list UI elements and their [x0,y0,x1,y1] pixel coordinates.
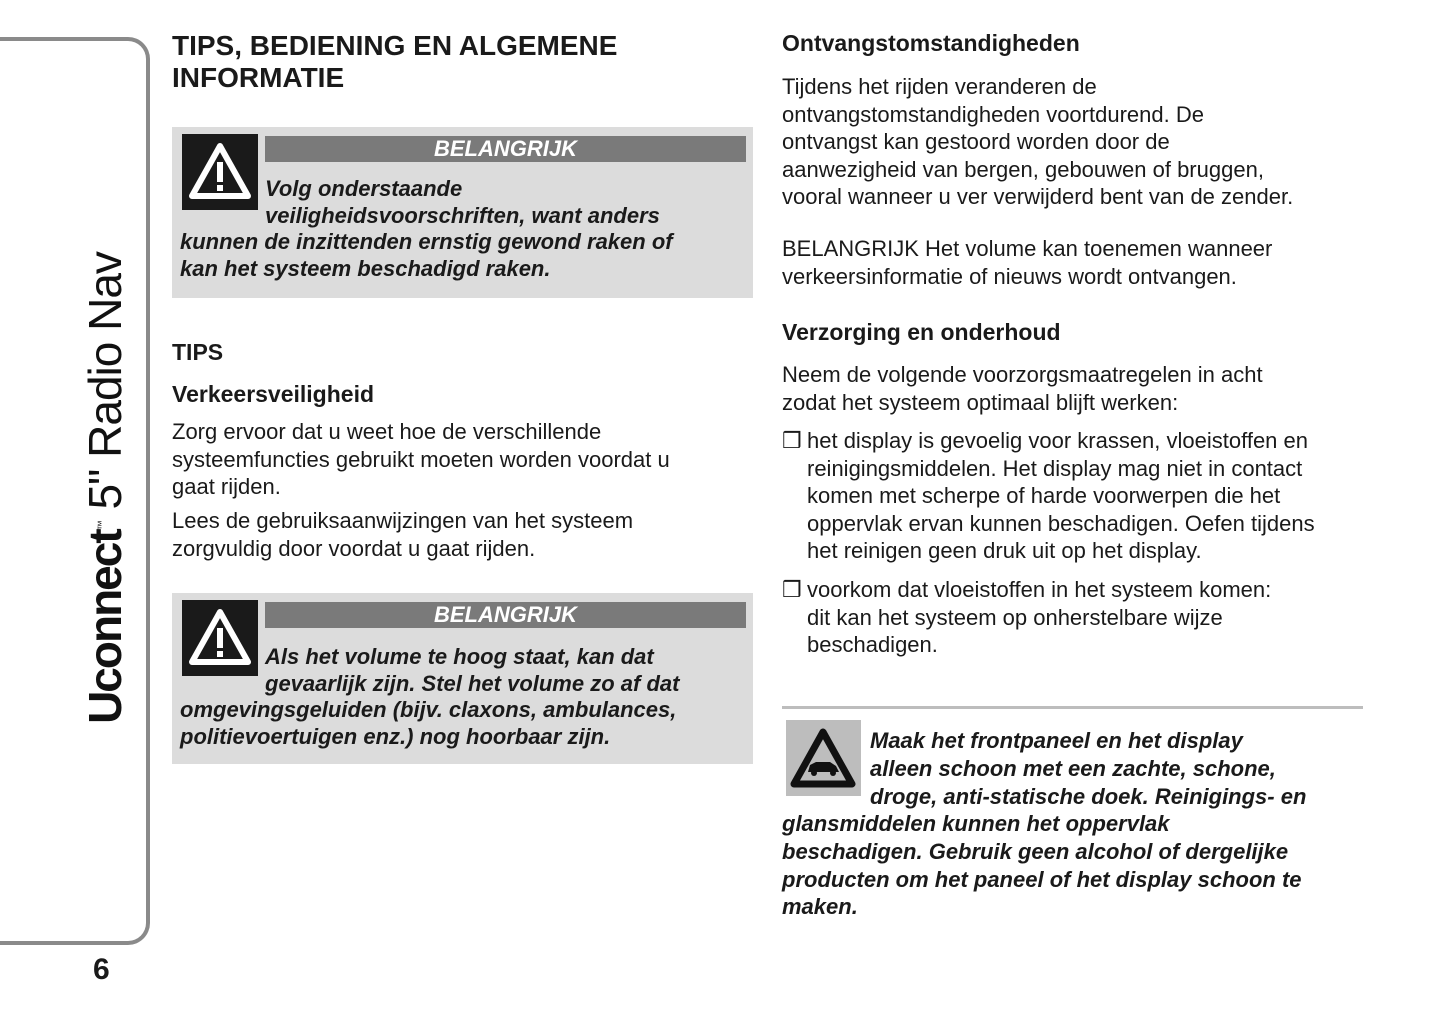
text-line: Tijdens het rijden veranderen de [782,74,1097,99]
text-line: verkeersinformatie of nieuws wordt ontvangen. [782,263,1237,289]
trademark: ™ [96,521,108,531]
text-line: voorkom dat vloeistoffen in het systeem komen: [807,577,1272,602]
paragraph [782,235,1272,290]
text-line: aanwezigheid van bergen, gebouwen of bruggen, [782,156,1264,182]
text-line: kan het systeem beschadigd raken. [180,255,551,281]
section-heading: TIPS [172,339,224,365]
paragraph [782,73,1293,211]
caution-text [782,810,1302,921]
paragraph [782,361,1263,416]
text-line: alleen schoon met een zachte, schone, [870,755,1276,781]
text-line: beschadigen. [807,632,938,657]
text-line: droge, anti-statische doek. Reinigings- en [870,783,1307,809]
text-line: reinigingsmiddelen. Het display mag niet in contact [807,455,1303,481]
text-line: gevaarlijk zijn. Stel het volume zo af dat [265,670,680,696]
subheading: Verkeersveiligheid [172,381,375,407]
car-caution-triangle-icon [786,720,861,796]
text-line: kunnen de inzittenden ernstig gewond raken of [180,229,673,254]
bullet-item [782,576,1271,659]
text-line: vooral wanneer u ver verwijderd bent van de zender. [782,184,1294,209]
caution-text [870,727,1306,810]
text-line: zorgvuldig door voordat u gaat rijden. [172,535,536,561]
warning-triangle-icon [182,134,258,210]
bullet-item [782,427,1315,565]
bullet-text [807,576,1271,659]
text-line: Maak het frontpaneel en het display [870,728,1243,753]
text-line: glansmiddelen kunnen het oppervlak [782,811,1170,836]
text-line: beschadigen. Gebruik geen alcohol of dergelijke [782,838,1289,864]
text-line: gaat rijden. [172,474,281,499]
section-heading: Verzorging en onderhoud [782,319,1061,345]
sidebar-product-title [78,252,132,724]
page-number: 6 [93,953,110,986]
page-title [172,30,617,94]
text-line: BELANGRIJK Het volume kan toenemen wanneer [782,236,1273,261]
text-line: oppervlak ervan kunnen beschadigen. Oefen tijdens [807,510,1315,536]
text-line: komen met scherpe of harde voorwerpen die het [807,483,1281,508]
warning-box [172,593,753,764]
warning-text [265,644,679,697]
text-line: INFORMATIE [172,62,345,93]
warning-header: BELANGRIJK [265,602,746,628]
text-line: veiligheidsvoorschriften, want anders [265,202,660,228]
warning-text [180,697,676,750]
model-name: 5" Radio Nav [79,252,131,510]
text-line: systeemfuncties gebruikt moeten worden voordat u [172,446,670,472]
text-line: omgevingsgeluiden (bijv. claxons, ambulances, [180,697,677,722]
text-line: dit kan het systeem op onherstelbare wijze [807,604,1223,630]
warning-triangle-icon [182,600,258,676]
paragraph [172,418,670,501]
checkbox-bullet-icon: ❒ [782,428,802,453]
section-heading: Ontvangstomstandigheden [782,30,1080,56]
warning-text [180,229,673,282]
divider [782,706,1363,709]
warning-box [172,127,753,298]
warning-header: BELANGRIJK [265,136,746,162]
checkbox-bullet-icon: ❒ [782,577,802,602]
warning-text [265,176,660,229]
bullet-text [807,427,1315,565]
text-line: maken. [782,894,858,920]
text-line: ontvangstomstandigheden voortdurend. De [782,101,1204,127]
text-line: Neem de volgende voorzorgsmaatregelen in acht [782,362,1263,387]
uconnect-logo: Uconnect [79,530,131,724]
text-line: producten om het paneel of het display schoon te [782,866,1302,892]
text-line: Als het volume te hoog staat, kan dat [265,644,654,669]
text-line: Zorg ervoor dat u weet hoe de verschillende [172,419,602,444]
text-line: politievoertuigen enz.) nog hoorbaar zijn. [180,723,611,749]
text-line: het display is gevoelig voor krassen, vloeistoffen en [807,428,1308,453]
text-line: ontvangst kan gestoord worden door de [782,129,1170,154]
paragraph [172,507,633,562]
text-line: TIPS, BEDIENING EN ALGEMENE [172,30,618,61]
text-line: Lees de gebruiksaanwijzingen van het systeem [172,508,634,533]
text-line: zodat het systeem optimaal blijft werken: [782,389,1179,415]
text-line: Volg onderstaande [265,176,463,201]
text-line: het reinigen geen druk uit op het display. [807,538,1202,563]
